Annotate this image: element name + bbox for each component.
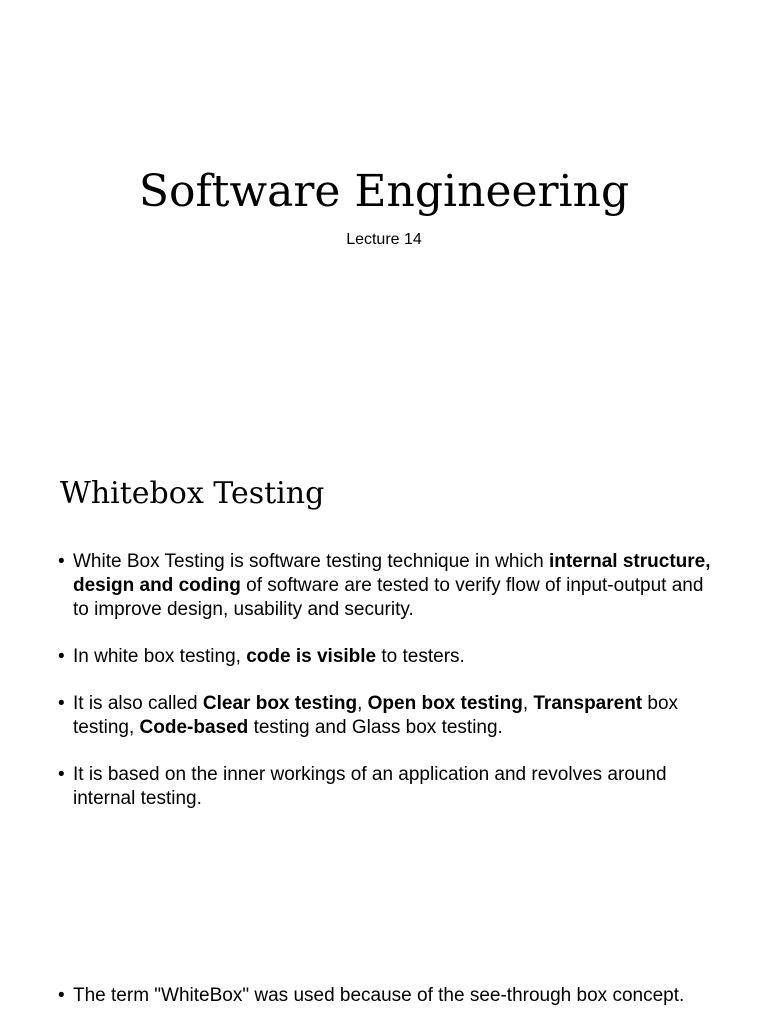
bullet-item bbox=[58, 984, 718, 1008]
bullet-bold-text: Open box testing bbox=[367, 693, 523, 714]
bullet-text: , bbox=[357, 693, 368, 714]
bullet-text: The term "WhiteBox" was used because of the see-through box concept. bbox=[73, 985, 685, 1006]
bullet-list bbox=[58, 550, 718, 834]
bullet-text: In white box testing, bbox=[73, 646, 247, 667]
slide-title: Software Engineering bbox=[138, 166, 630, 217]
bullet-item bbox=[58, 692, 718, 740]
bullet-text: It is also called bbox=[73, 693, 203, 714]
bullet-text: testing and Glass box testing. bbox=[248, 717, 503, 738]
bullet-bold-text: Transparent bbox=[533, 693, 643, 714]
content-slide bbox=[0, 440, 768, 1024]
bullet-text: White Box Testing is software testing technique in which bbox=[73, 551, 549, 572]
bullet-text: of software are tested to verify flow of input-output and to improve design, usability and security. bbox=[73, 575, 704, 620]
bullet-bold-text: code is visible bbox=[246, 646, 377, 667]
title-slide bbox=[0, 0, 768, 440]
bottom-bullet-list bbox=[58, 984, 718, 1008]
slide-subtitle: Lecture 14 bbox=[346, 231, 422, 248]
bullet-bold-text: Clear box testing bbox=[202, 693, 358, 714]
bullet-text: It is based on the inner workings of an application and revolves around internal testing. bbox=[73, 764, 667, 809]
bullet-text: box testing, bbox=[73, 693, 679, 738]
bullet-item bbox=[58, 550, 718, 622]
section-heading: Whitebox Testing bbox=[60, 476, 325, 511]
bullet-bold-text: Code-based bbox=[139, 717, 249, 738]
bullet-item bbox=[58, 763, 718, 811]
bullet-bold-text: internal structure, design and coding bbox=[73, 551, 711, 596]
bullet-text: , bbox=[522, 693, 534, 714]
bullet-text: to testers. bbox=[376, 646, 465, 667]
bullet-item bbox=[58, 645, 718, 669]
